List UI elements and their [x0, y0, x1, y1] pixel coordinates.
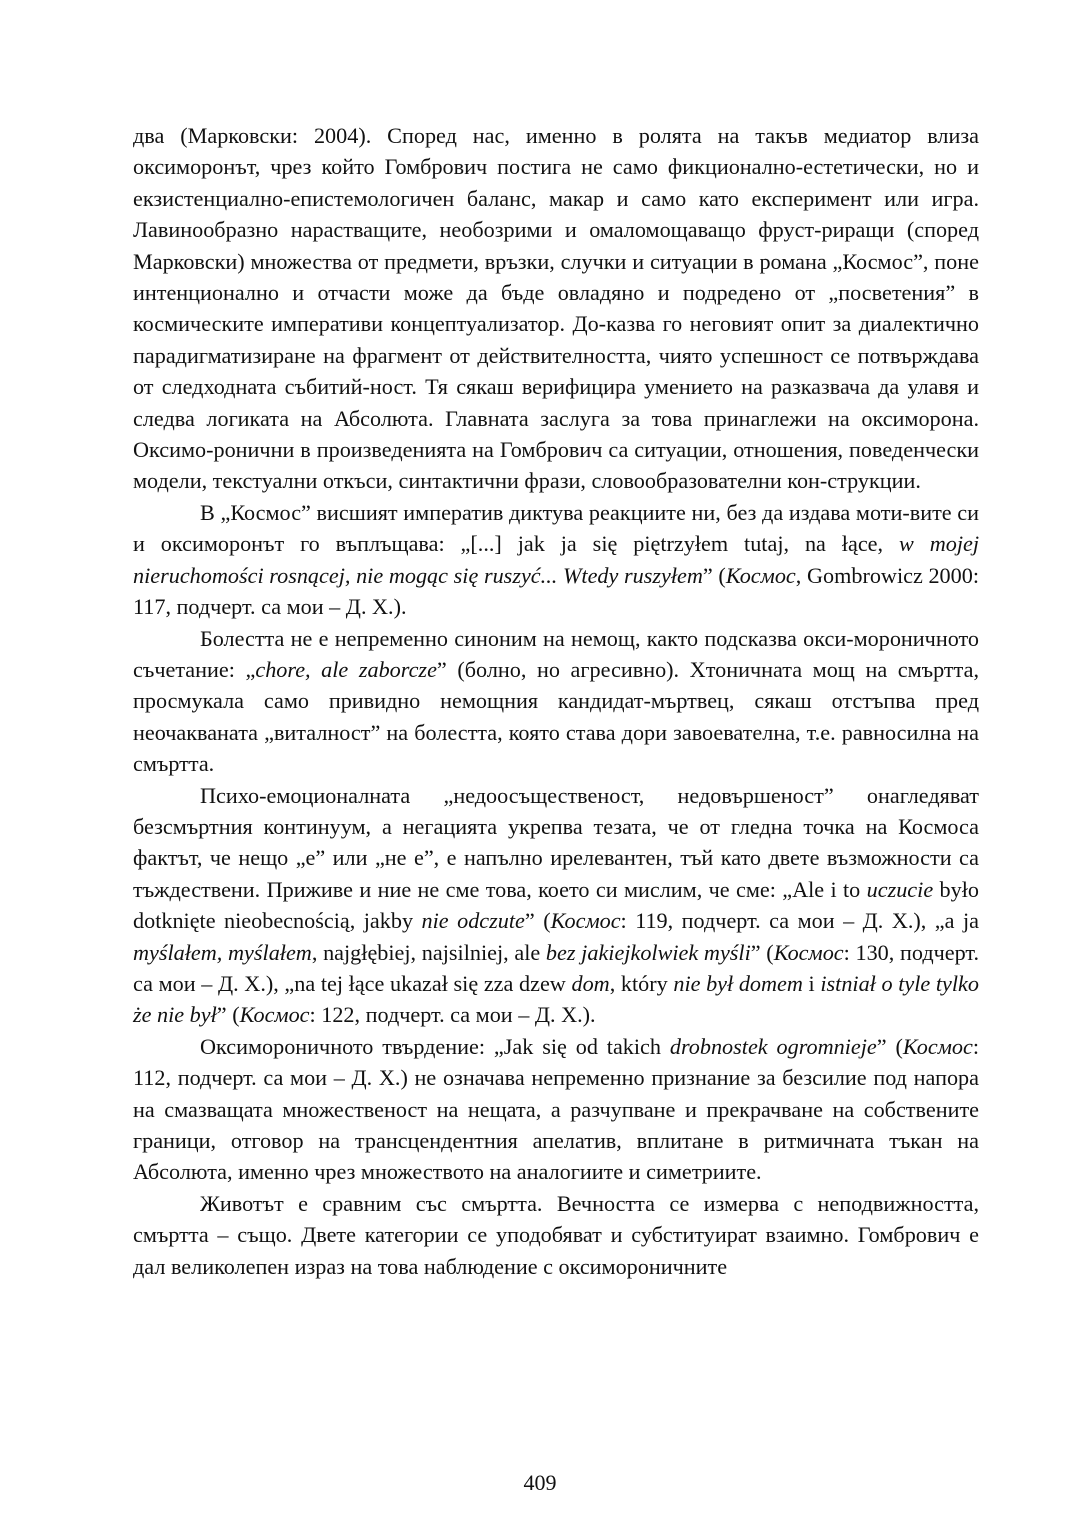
italic-text-run: Космос [902, 1033, 973, 1059]
italic-text-run: drobnostek ogromnieje [669, 1033, 877, 1059]
text-run: i [802, 970, 821, 996]
text-run: , który [609, 970, 674, 996]
italic-text-run: nie był domem [673, 970, 803, 996]
paragraph [133, 497, 979, 623]
italic-text-run: Космос [239, 1002, 310, 1028]
paragraph [133, 623, 979, 780]
italic-text-run: myślałem, myślałem [133, 939, 312, 965]
text-run: Болестта не е непременно синоним на немощ, както подсказва окси-мороничното съчетание: „ [133, 625, 979, 682]
italic-text-run: uczucie [866, 876, 934, 902]
italic-text-run: chore, ale zaborcze [255, 656, 437, 682]
text-run: było dotknięte nieobecnością, jakby [133, 876, 979, 934]
italic-text-run: dom [571, 970, 610, 996]
paragraph [133, 1188, 979, 1282]
text-run: Оксимороничното твърдение: „Jak się od takich [200, 1033, 670, 1059]
text-run: два (Марковски: 2004). Според нас, именно в ролята на такъв медиатор влиза оксиморонът, чрез който Гомбрович постига не само фикционално-естетически, но и екзистенциално-епистемологичен баланс, макар и само като експеримент или игра. Лавинообразно нарастващите, необозрими и омаломощаващо фруст-риращи (според Марковски) множества от предмети, връзки, случки и ситуации в романа „Космос”, поне интенционално и отчасти може да бъде овладяно и подредено от „посветения” в космическите императиви концептуализатор. До-казва го неговият опит за диалектично парадигматизиране на фрагмент от действителността, чиято успешност се потвърждава от следходната събитий-ност. Тя сякаш верифицира умението на разказвача да улавя и следва логиката на Абсолюта. Главната заслуга за това принаглежи на оксиморона. Оксимо-ронични в произведенията на Гомбрович са ситуации, отношения, поведенчески модели, текстуални откъси, синтактични фрази, словообразователни кон-струкции. [133, 123, 979, 494]
text-run: ” ( [876, 1033, 903, 1059]
text-run: : 112, подчерт. са мои – Д. Х.) не означава непременно признание за безсилие под напора на смазващата множественост на нещата, а разчупване и прекрачване на собствените граници, отговор на трансцендентния апелатив, вплитане в ритмичната тъкан на Абсолюта, именно чрез множеството на аналогиите и симетриите. [133, 1033, 979, 1185]
page-number: 409 [523, 1470, 557, 1495]
text-run: , Gombrowicz 2000: 117, подчерт. са мои – Д. Х.). [133, 562, 979, 620]
text-run: Психо-емоционалната „недоосъщественост, недовършеност” онагледяват безсмъртния континуум, а негацията укрепва тезата, че от гледна точка на Космоса фактът, че нещо „е” или „не е”, е напълно ирелевантен, тъй като двете възможности са тъждествени. Приживе и ние не сме това, което си мислим, че сме: „Ale i to [133, 782, 979, 902]
text-run: ” ( [702, 562, 726, 588]
italic-text-run: istniał o tyle tylko że nie był [133, 970, 979, 1028]
text-run: Животът е сравним със смъртта. Вечността се измерва с неподвижността, смъртта – също. Двете категории се уподобяват и субституират взаимно. Гомбрович е дал великолепен израз на това наблюдение с оксимороничните [133, 1190, 979, 1279]
paragraph [133, 1031, 979, 1188]
paragraph [133, 780, 979, 1031]
text-run: ” ( [750, 939, 774, 965]
page-body [133, 120, 979, 1282]
italic-text-run: nie odczute [421, 908, 525, 934]
text-run: : 119, подчерт. са мои – Д. Х.), „a ja [620, 908, 979, 934]
paragraph [133, 120, 979, 497]
italic-text-run: w mojej nieruchomości rosnącej, nie mogąc się ruszyć... Wtedy ruszyłem [133, 531, 979, 588]
text-run: : 122, подчерт. са мои – Д. Х.). [309, 1002, 596, 1028]
text-run: , najgłębiej, najsilniej, ale [311, 939, 546, 965]
italic-text-run: Космос [773, 939, 844, 965]
text-run: ” ( [216, 1002, 240, 1028]
text-run: В „Космос” висшият императив диктува реакциите ни, без да издава моти-вите си и оксиморонът го въплъщава: „[...] jak ja się piętrzyłem tutaj, na łące, [133, 499, 979, 557]
italic-text-run: Космос [725, 562, 796, 588]
text-run: : 130, подчерт. са мои – Д. Х.), „na tej łące ukazał się zza dzew [133, 939, 980, 996]
text-run: ” (болно, но агресивно). Хтоничната мощ на смъртта, просмукала само привидно немощния кандидат-мъртвец, сякаш отстъпва пред неочакваната „виталност” на болестта, която става дори завоевателна, т.е. равносилна на смъртта. [133, 656, 979, 777]
italic-text-run: bez jakiejkolwiek myśli [545, 939, 751, 965]
italic-text-run: Космос [550, 908, 621, 934]
text-run: ” ( [524, 908, 551, 934]
